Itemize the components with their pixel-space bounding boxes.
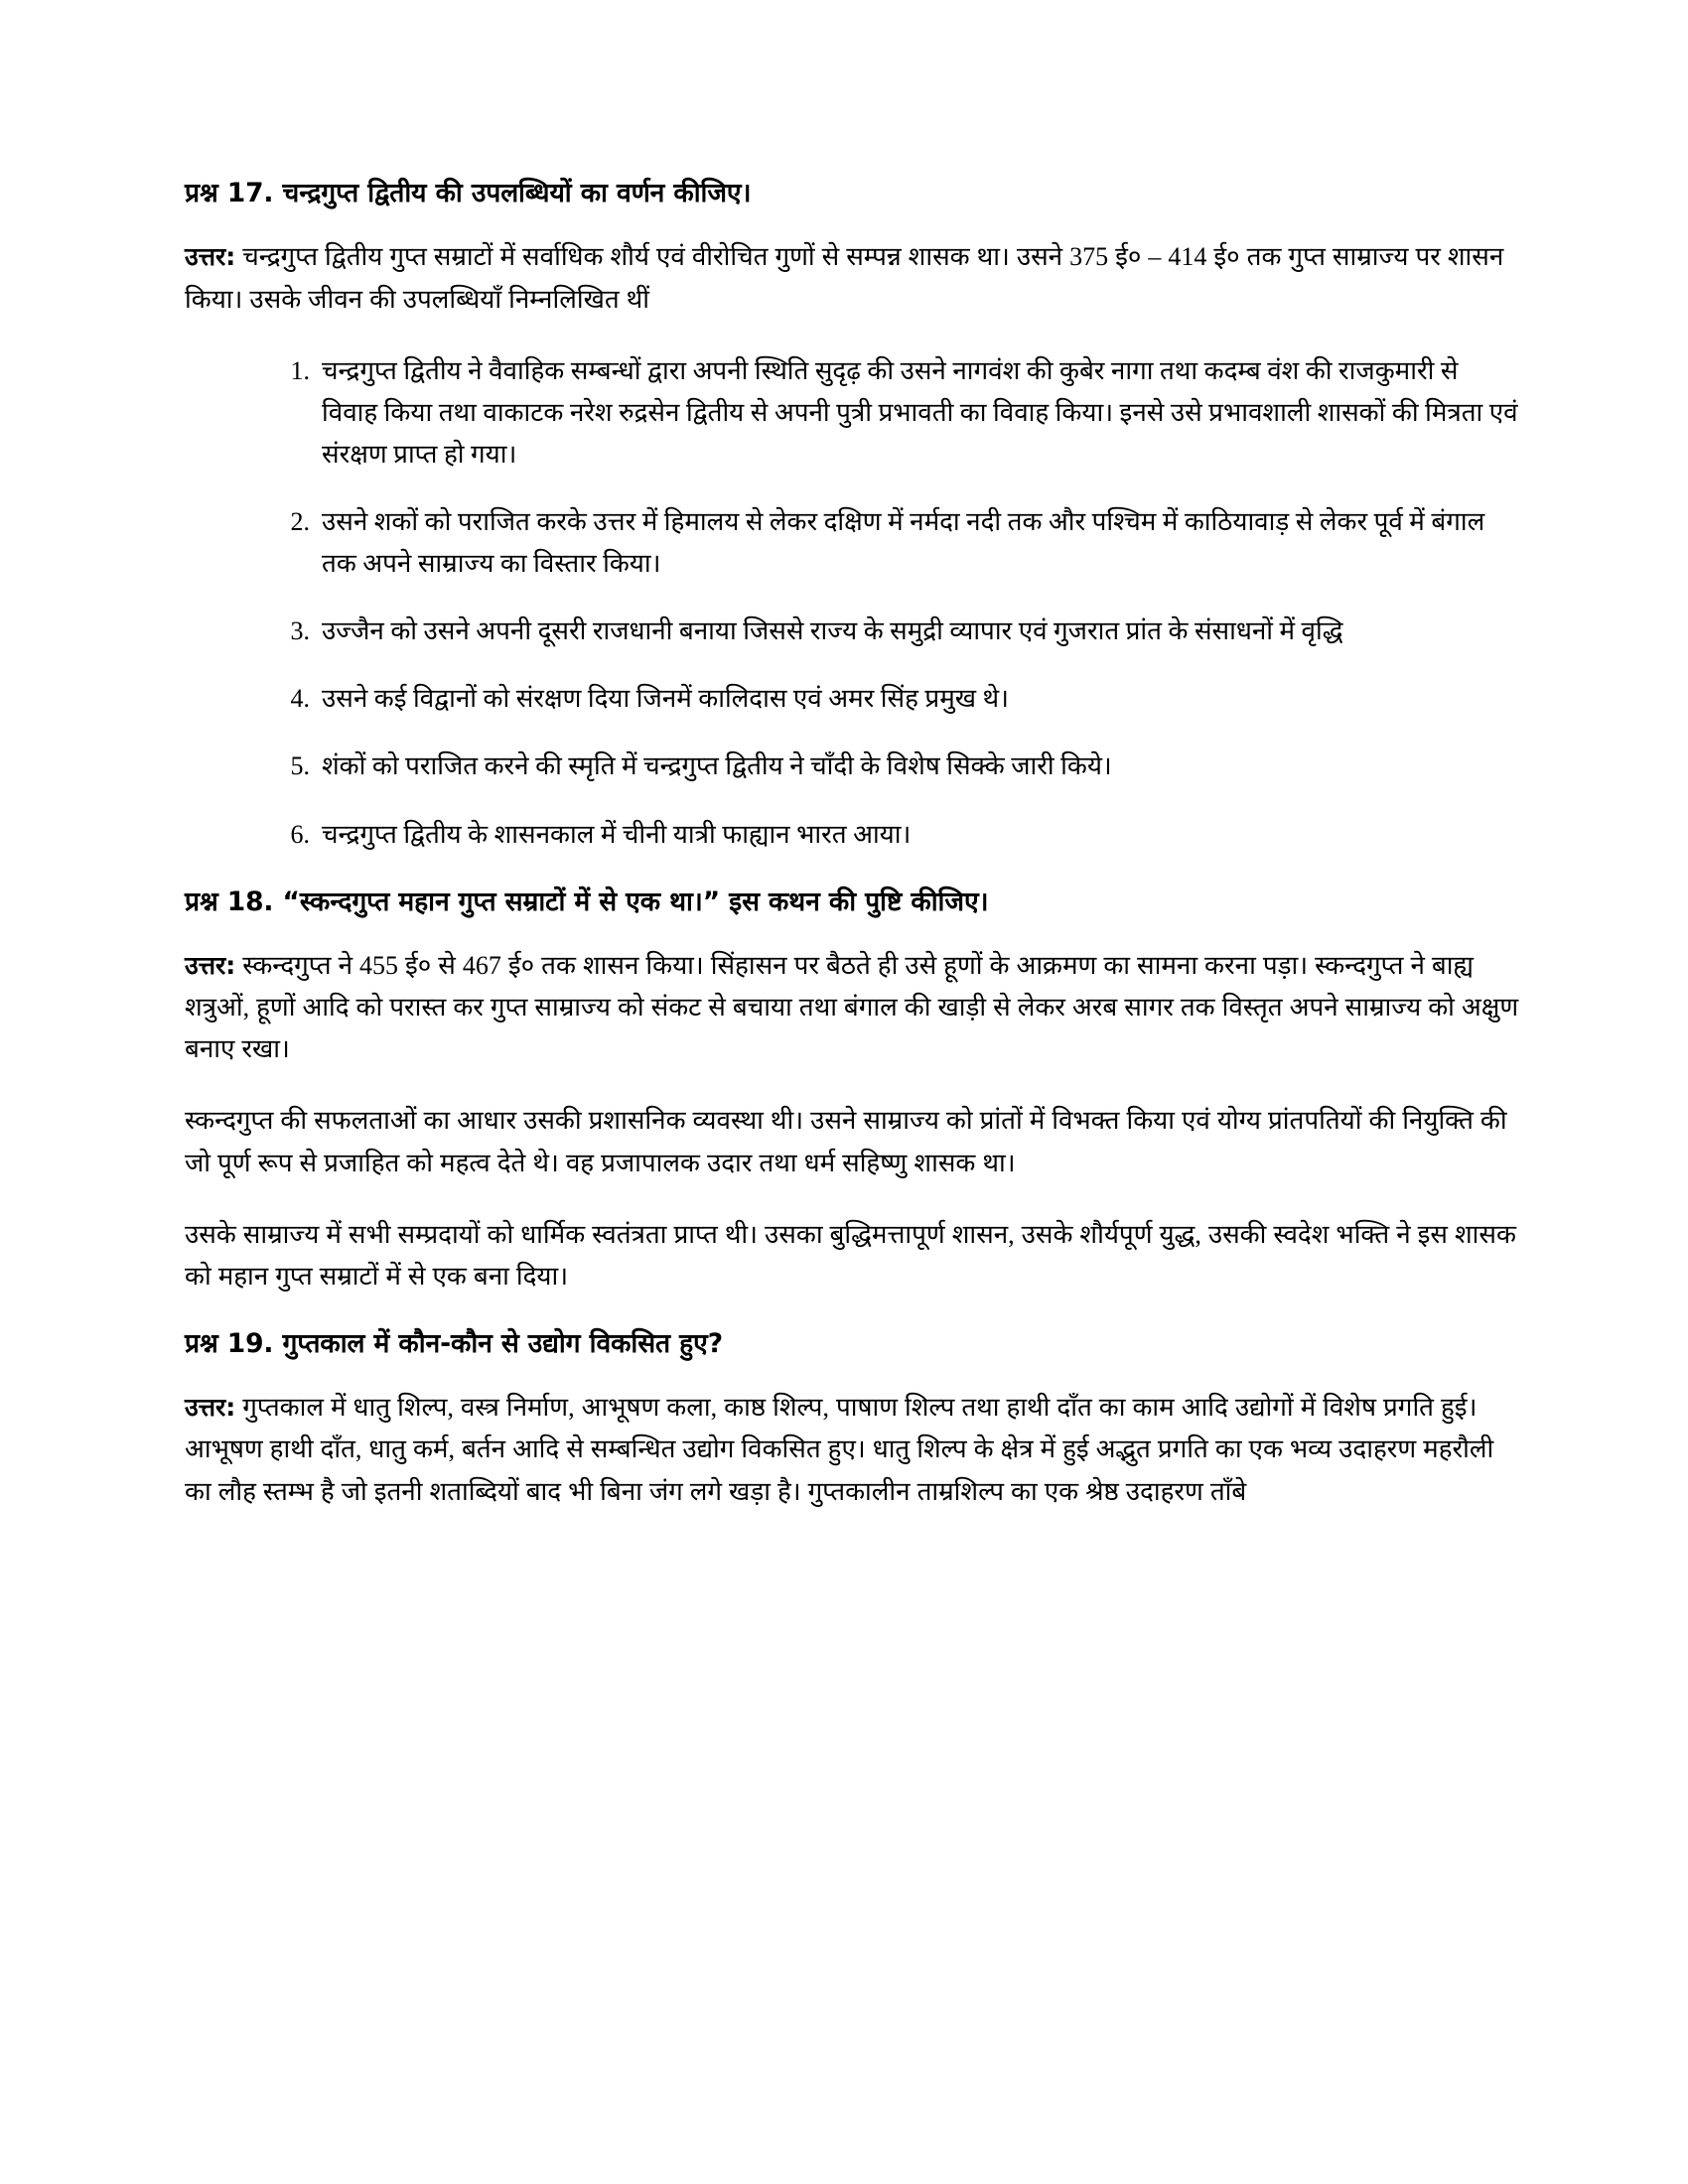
section-q18 [185,886,1520,1297]
list-item: उसने कई विद्वानों को संरक्षण दिया जिनमें कालिदास एवं अमर सिंह प्रमुख थे। [322,684,1009,714]
document-content [185,177,1520,1513]
answer-text-17: चन्द्रगुप्त द्वितीय गुप्त सम्राटों में सर्वाधिक शौर्य एवं वीरोचित गुणों से सम्पन्न शासक था। उसने 375 ई० – 414 ई० तक गुप्त साम्राज्य पर शासन किया। उसके जीवन की उपलब्धियाँ निम्नलिखित थीं [185,242,1504,314]
answer-label-18: उत्तर: [185,951,236,981]
answer-paragraph-18 [185,945,1520,1070]
paragraph-18-2: उसके साम्राज्य में सभी सम्प्रदायों को धार्मिक स्वतंत्रता प्राप्त थी। उसका बुद्धिमत्तापूर्ण शासन, उसके शौर्यपूर्ण युद्ध, उसकी स्वदेश भक्ति ने इस शासक को महान गुप्त सम्राटों में से एक बना दिया। [185,1219,1516,1291]
answer-text-19: गुप्तकाल में धातु शिल्प, वस्त्र निर्माण, आभूषण कला, काष्ठ शिल्प, पाषाण शिल्प तथा हाथी दाँत का काम आदि उद्योगों में विशेष प्रगति हुई। आभूषण हाथी दाँत, धातु कर्म, बर्तन आदि से सम्बन्धित उद्योग विकसित हुए। धातु शिल्प के क्षेत्र में हुई अद्भुत प्रगति का एक भव्य उदाहरण महरौली का लौह स्तम्भ है जो इतनी शताब्दियों बाद भी बिना जंग लगे खड़ा है। गुप्तकालीन ताम्रशिल्प का एक श्रेष्ठ उदाहरण ताँबे [185,1393,1494,1506]
section-q17 [185,177,1520,856]
answer-label-17: उत्तर: [185,242,236,272]
answer-label-19: उत्तर: [185,1393,236,1423]
section-q19 [185,1327,1520,1513]
answer-text-18: स्कन्दगुप्त ने 455 ई० से 467 ई० तक शासन किया। सिंहासन पर बैठते ही उसे हूणों के आक्रमण का सामना करना पड़ा। स्कन्दगुप्त ने बाह्य शत्रुओं, हूणों आदि को परास्त कर गुप्त साम्राज्य को संकट से बचाया तथा बंगाल की खाड़ी से लेकर अरब सागर तक विस्तृत अपने साम्राज्य को अक्षुण बनाए रखा। [185,951,1519,1064]
question-heading-18: प्रश्न 18. “स्कन्दगुप्त महान गुप्त सम्राटों में से एक था।” इस कथन की पुष्टि कीजिए। [185,886,989,917]
question-heading-19: प्रश्न 19. गुप्तकाल में कौन-कौन से उद्योग विकसित हुए? [185,1327,723,1359]
question-heading-17: प्रश्न 17. चन्द्रगुप्त द्वितीय की उपलब्धियों का वर्णन कीजिए। [185,178,752,208]
list-item: उज्जैन को उसने अपनी दूसरी राजधानी बनाया जिससे राज्य के समुद्री व्यापार एवं गुजरात प्रांत के संसाधनों में वृद्धि [322,616,1343,646]
list-item: चन्द्रगुप्त द्वितीय ने वैवाहिक सम्बन्धों द्वारा अपनी स्थिति सुदृढ़ की उसने नागवंश की कुबेर नागा तथा कदम्ब वंश की राजकुमारी से विवाह किया तथा वाकाटक नरेश रुद्रसेन द्वितीय से अपनी पुत्री प्रभावती का विवाह किया। इनसे उसे प्रभावशाली शासकों की मित्रता एवं संरक्षण प्राप्त हो गया। [322,355,1518,469]
achievements-list [185,350,1520,856]
list-item: शंकों को पराजित करने की स्मृति में चन्द्रगुप्त द्वितीय ने चाँदी के विशेष सिक्के जारी किये। [322,751,1112,781]
list-item: चन्द्रगुप्त द्वितीय के शासनकाल में चीनी यात्री फाह्यान भारत आया। [322,819,912,849]
answer-paragraph-19 [185,1387,1520,1512]
answer-paragraph-17 [185,236,1520,320]
list-item: उसने शकों को पराजित करके उत्तर में हिमालय से लेकर दक्षिण में नर्मदा नदी तक और पश्चिम में काठियावाड़ से लेकर पूर्व में बंगाल तक अपने साम्राज्य का विस्तार किया। [322,506,1485,579]
paragraph-18-1: स्कन्दगुप्त की सफलताओं का आधार उसकी प्रशासनिक व्यवस्था थी। उसने साम्राज्य को प्रांतों में विभक्त किया एवं योग्य प्रांतपतियों की नियुक्ति की जो पूर्ण रूप से प्रजाहित को महत्व देते थे। वह प्रजापालक उदार तथा धर्म सहिष्णु शासक था। [185,1106,1507,1177]
